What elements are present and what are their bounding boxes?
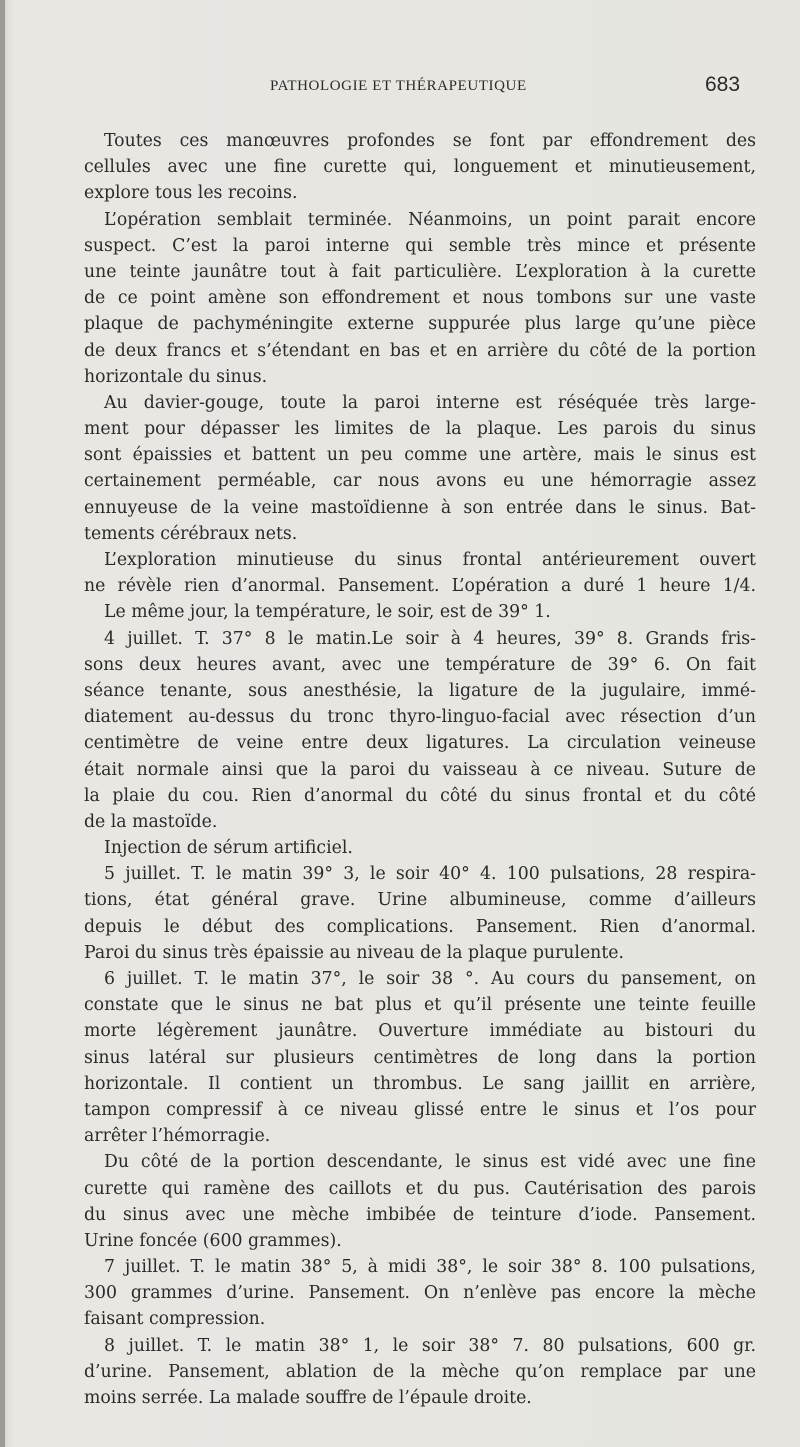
text-line: horizontale. Il contient un thrombus. Le sang jaillit en arrière, <box>84 1073 756 1094</box>
text-line: L’opération semblait terminée. Néanmoins, un point parait encore <box>104 209 756 230</box>
text-line: morte légèrement jaunâtre. Ouverture immédiate au bistouri du <box>84 1021 756 1042</box>
text-line: centimètre de veine entre deux ligatures. La circulation veineuse <box>84 733 756 754</box>
text-line: 300 grammes d’urine. Pansement. On n’enlève pas encore la mèche <box>84 1283 756 1304</box>
text-line: explore tous les recoins. <box>84 183 298 204</box>
page-number: 683 <box>705 73 741 96</box>
text-line: plaque de pachyméningite externe suppurée plus large qu’une pièce <box>84 314 756 335</box>
text-line: suspect. C’est la paroi interne qui semble très mince et présente <box>84 235 756 256</box>
text-line: ne révèle rien d’anormal. Pansement. L’opération a duré 1 heure 1/4. <box>84 576 756 597</box>
text-line: curette qui ramène des caillots et du pus. Cautérisation des parois <box>84 1178 756 1199</box>
text-line: de deux francs et s’étendant en bas et en arrière du côté de la portion <box>84 340 756 361</box>
text-line: 6 juillet. T. le matin 37°, le soir 38 °. Au cours du pansement, on <box>104 969 756 989</box>
text-line: ment pour dépasser les limites de la plaque. Les parois du sinus <box>84 419 756 440</box>
text-line: diatement au-dessus du tronc thyro-linguo-facial avec résection d’un <box>84 707 756 728</box>
text-line: de ce point amène son effondrement et nous tombons sur une vaste <box>84 288 756 309</box>
running-title: PATHOLOGIE ET THÉRAPEUTIQUE <box>270 78 527 94</box>
text-line: 8 juillet. T. le matin 38° 1, le soir 38° 7. 80 pulsations, 600 gr. <box>104 1335 756 1356</box>
text-line: constate que le sinus ne bat plus et qu’il présente une teinte feuille <box>84 995 756 1016</box>
text-line: 5 juillet. T. le matin 39° 3, le soir 40° 4. 100 pulsations, 28 respira- <box>104 864 756 885</box>
text-line: 7 juillet. T. le matin 38° 5, à midi 38°, le soir 38° 8. 100 pulsations, <box>104 1257 756 1278</box>
text-line: d’urine. Pansement, ablation de la mèche qu’on remplace par une <box>84 1361 756 1382</box>
text-line: Urine foncée (600 grammes). <box>84 1230 342 1251</box>
text-line: tements cérébraux nets. <box>84 523 298 544</box>
text-line: arrêter l’hémorragie. <box>84 1126 271 1147</box>
text-line: L’exploration minutieuse du sinus frontal antérieurement ouvert <box>104 550 756 570</box>
text-line: du sinus avec une mèche imbibée de teinture d’iode. Pansement. <box>84 1204 756 1225</box>
text-line: ennuyeuse de la veine mastoïdienne à son entrée dans le sinus. Bat- <box>84 497 756 518</box>
text-line: de la mastoïde. <box>84 811 218 832</box>
text-line: 4 juillet. T. 37° 8 le matin.Le soir à 4 heures, 39° 8. Grands fris- <box>104 628 756 649</box>
text-line: Paroi du sinus très épaissie au niveau de la plaque purulente. <box>84 942 624 963</box>
text-line: Injection de sérum artificiel. <box>104 838 353 859</box>
body-text <box>84 128 756 1411</box>
text-line: certainement perméable, car nous avons eu une hémorragie assez <box>84 471 756 492</box>
text-line: Du côté de la portion descendante, le sinus est vidé avec une fine <box>104 1152 756 1173</box>
text-line: Au davier-gouge, toute la paroi interne est réséquée très large- <box>104 392 756 413</box>
text-line: tions, état général grave. Urine albumineuse, comme d’ailleurs <box>84 890 756 911</box>
binding-edge <box>0 0 5 1447</box>
text-line: la plaie du cou. Rien d’anormal du côté du sinus frontal et du côté <box>84 785 756 806</box>
text-line: depuis le début des complications. Pansement. Rien d’anormal. <box>84 916 756 937</box>
text-line: Toutes ces manœuvres profondes se font par effondrement des <box>104 131 756 151</box>
text-line: tampon compressif à ce niveau glissé entre le sinus et l’os pour <box>84 1099 756 1120</box>
text-line: une teinte jaunâtre tout à fait particulière. L’exploration à la curette <box>84 261 756 282</box>
text-line: sinus latéral sur plusieurs centimètres de long dans la portion <box>84 1047 756 1068</box>
text-line: séance tenante, sous anesthésie, la ligature de la jugulaire, immé- <box>84 680 756 701</box>
text-line: moins serrée. La malade souffre de l’épaule droite. <box>84 1388 532 1408</box>
text-line: sont épaissies et battent un peu comme une artère, mais le sinus est <box>84 445 756 466</box>
page-header <box>0 73 800 102</box>
text-line: sons deux heures avant, avec une température de 39° 6. On fait <box>84 654 756 675</box>
text-line: Le même jour, la température, le soir, est de 39° 1. <box>104 602 551 623</box>
text-line: cellules avec une fine curette qui, longuement et minutieusement, <box>84 157 756 178</box>
text-line: faisant compression. <box>84 1309 266 1330</box>
text-line: était normale ainsi que la paroi du vaisseau à ce niveau. Suture de <box>84 759 756 780</box>
text-line: horizontale du sinus. <box>84 366 268 387</box>
